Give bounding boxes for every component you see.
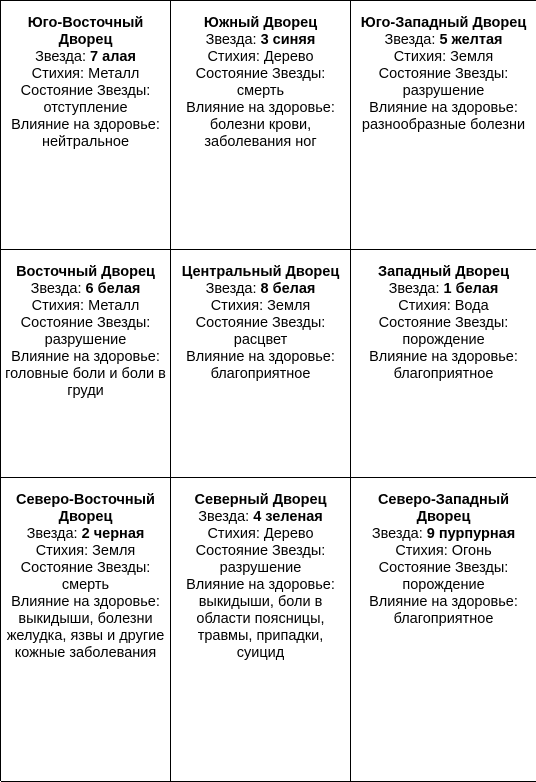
palace-element: Стихия: Дерево [207,526,314,542]
state-value: порождение [402,332,485,348]
palace-star [355,281,532,298]
palace-element: Стихия: Вода [398,298,489,314]
health-value: благоприятное [393,611,494,627]
health-label: Влияние на здоровье: [369,349,518,365]
palace-cell-east [1,250,171,478]
health-value: выкидыши, боли в области поясницы, травмы, припадки, суицид [196,594,325,661]
palace-cell-west [351,250,536,478]
palace-element: Стихия: Огонь [395,543,492,559]
state-label: Состояние Звезды: [20,315,151,331]
palace-element: Стихия: Земля [210,298,311,314]
health-value: разнообразные болезни [361,117,526,133]
state-value: отступление [43,100,128,116]
health-label: Влияние на здоровье: [369,100,518,116]
star-label: Звезда: [371,526,423,542]
star-label: Звезда: [26,526,78,542]
palace-title: Юго-Западный Дворец [360,15,527,31]
palace-title: Восточный Дворец [16,264,155,280]
star-value: 4 зеленая [253,509,323,525]
state-label: Состояние Звезды: [378,560,509,576]
state-label: Состояние Звезды: [195,66,326,82]
palace-title: Западный Дворец [377,264,509,280]
star-value: 2 черная [81,526,145,542]
state-value: порождение [402,577,485,593]
state-value: разрушение [219,560,302,576]
palace-cell-north [171,478,351,782]
health-label: Влияние на здоровье: [11,349,160,365]
palace-cell-southeast [1,1,171,250]
palace-element: Стихия: Дерево [207,49,314,65]
health-label: Влияние на здоровье: [186,349,335,365]
state-value: смерть [61,577,110,593]
health-label: Влияние на здоровье: [369,594,518,610]
health-label: Влияние на здоровье: [11,117,160,133]
health-value: выкидыши, болезни желудка, язвы и другие кожные заболевания [6,611,165,661]
star-value: 7 алая [90,49,136,65]
star-label: Звезда: [205,32,257,48]
health-label: Влияние на здоровье: [11,594,160,610]
health-value: благоприятное [210,366,311,382]
palace-star [5,49,166,66]
palace-star [5,281,166,298]
palace-title: Южный Дворец [203,15,318,31]
star-value: 1 белая [443,281,499,297]
palace-title: Северо-Восточный Дворец [16,492,155,525]
health-value: болезни крови, заболевания ног [204,117,317,150]
star-label: Звезда: [384,32,436,48]
palace-star [175,32,346,49]
state-label: Состояние Звезды: [195,543,326,559]
state-value: расцвет [233,332,288,348]
state-value: смерть [236,83,285,99]
palace-cell-center [171,250,351,478]
star-value: 5 желтая [439,32,503,48]
star-label: Звезда: [35,49,86,65]
health-value: нейтральное [41,134,130,150]
palace-element: Стихия: Земля [393,49,494,65]
state-value: разрушение [402,83,485,99]
star-value: 6 белая [85,281,141,297]
palace-title: Центральный Дворец [181,264,340,280]
star-label: Звезда: [388,281,440,297]
state-label: Состояние Звезды: [195,315,326,331]
palace-star [5,526,166,543]
palace-star [175,509,346,526]
state-value: разрушение [44,332,127,348]
palace-element: Стихия: Металл [31,66,140,82]
health-value: благоприятное [393,366,494,382]
health-value: головные боли и боли в груди [5,366,166,399]
health-label: Влияние на здоровье: [186,577,335,593]
health-label: Влияние на здоровье: [186,100,335,116]
palace-star [175,281,346,298]
palace-star [355,526,532,543]
state-label: Состояние Звезды: [378,315,509,331]
star-value: 9 пурпурная [426,526,516,542]
palace-star [355,32,532,49]
palace-cell-southwest [351,1,536,250]
palace-title: Юго-Восточный Дворец [27,15,144,48]
star-label: Звезда: [30,281,82,297]
palace-cell-northeast [1,478,171,782]
palace-element: Стихия: Металл [31,298,140,314]
palace-title: Северный Дворец [194,492,327,508]
star-value: 3 синяя [260,32,316,48]
state-label: Состояние Звезды: [20,560,151,576]
palace-element: Стихия: Земля [35,543,136,559]
star-label: Звезда: [198,509,250,525]
star-value: 8 белая [260,281,316,297]
palace-cell-south [171,1,351,250]
state-label: Состояние Звезды: [378,66,509,82]
palace-cell-northwest [351,478,536,782]
star-label: Звезда: [205,281,257,297]
state-label: Состояние Звезды: [20,83,151,99]
palace-title: Северо-Западный Дворец [377,492,510,525]
